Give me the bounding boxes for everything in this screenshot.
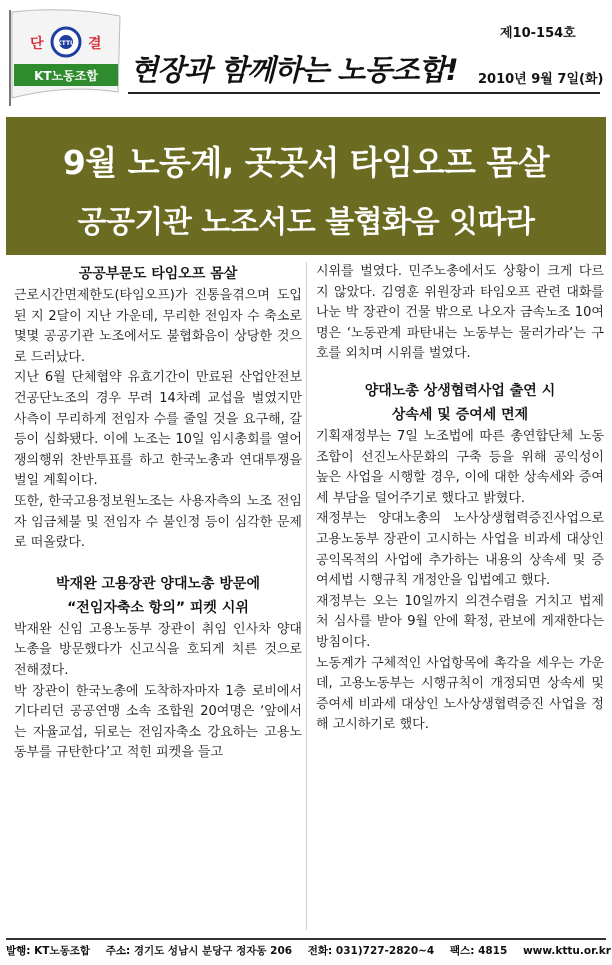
union-flag-logo [6, 6, 124, 106]
publisher: KT노동조합 [34, 945, 91, 957]
address: 경기도 성남시 분당구 정자동 206 [133, 945, 293, 957]
masthead [0, 0, 612, 112]
column-divider [306, 262, 307, 930]
paragraph: 또한, 한국고용정보원노조는 사용자측의 노조 전임자 임금체불 및 전임자 수 불인정 등이 심각한 문제로 떠올랐다. [14, 493, 302, 551]
paragraph: 박재완 신임 고용노동부 장관이 취임 인사차 양대노총을 방문했다가 신고식을 호되게 치른 것으로 전해졌다. [14, 621, 302, 678]
paragraph: 재정부는 양대노총의 노사상생협력증진사업으로 고용노동부 장관이 고시하는 사업을 비과세 대상인 공익목적의 사업에 추가하는 내용의 상속세 및 증여세법 시행규칙 개정안을 입법예고 했다. [316, 511, 604, 589]
section-title-tax-exemption-line1: 양대노총 상생협력사업 출연 시 [364, 382, 556, 399]
section-title-public-sector: 공공부문도 타임오프 몸살 [78, 266, 238, 282]
headline-banner [6, 117, 606, 255]
issue-date: 2010년 9월 7일(화) [478, 72, 604, 87]
flag-bar-text: KT노동조합 [34, 69, 98, 83]
flag-text-left: 단 [30, 36, 44, 52]
section-title-minister-visit-line1: 박재완 고용장관 양대노총 방문에 [56, 575, 260, 592]
phone-label: 전화: [307, 945, 333, 957]
website-link[interactable]: www.kttu.or.kr [522, 945, 611, 957]
section-title-minister-visit-line2: “전임자축소 항의” 피켓 시위 [67, 599, 249, 616]
paragraph: 박 장관이 한국노총에 도착하자마자 1층 로비에서 기다리던 공공연맹 소속 조합원 20여명은 ‘앞에서는 자율교섭, 뒤로는 전임자축소 강요하는 고용노동부를 규탄한다’고 적힌 피켓을 들고 [14, 683, 302, 761]
fax: 4815 [478, 945, 508, 957]
headline-sub: 공공기관 노조서도 불협화음 잇따라 [77, 205, 535, 240]
paragraph: 기획재정부는 7일 노조법에 따른 총연합단체 노동조합이 선진노사문화의 구축 등을 위해 공익성이 높은 사업을 시행할 경우, 이에 대한 상속세와 증여세 부담을 덜어주기로 했다고 밝혔다. [316, 428, 604, 506]
headline-main: 9월 노동계, 곳곳서 타임오프 몸살 [62, 143, 550, 182]
address-label: 주소: [105, 945, 131, 957]
phone: 031)727-2820~4 [335, 945, 435, 957]
publisher-label: 발행: [6, 945, 31, 957]
paragraph: 근로시간면제한도(타임오프)가 진통을겪으며 도입된 지 2달이 지난 가운데, 무리한 전임자 수 축소로 몇몇 공공기관 노조에서도 불협화음이 상당한 것으로 드러났다. [14, 288, 302, 365]
paragraph: 시위를 벌였다. 민주노총에서도 상황이 크게 다르지 않았다. 김영훈 위원장과 타임오프 관련 대화를 나눈 박 장관이 건물 밖으로 나오자 금속노조 10여명은 ‘노동관계 파탄내는 노동부는 물러가라’는 구호를 외치며 시위를 벌였다. [316, 264, 604, 362]
paragraph: 지난 6월 단체협약 유효기간이 만료된 산업안전보건공단노조의 경우 무려 14차례 교섭을 벌였지만 사측이 무리하게 전임자 수를 줄일 것을 요구해, 갈등이 심화됐다. 이에 노조는 10일 임시총회를 열어 쟁의행위 찬반투표를 하고 한국노총과 연대투쟁을 벌일 계획이다. [14, 370, 302, 489]
paragraph: 재정부는 오는 10일까지 의견수렴을 거치고 법제처 심사를 받아 9월 안에 확정, 관보에 게재한다는 방침이다. [316, 593, 604, 650]
flag-emblem-text: KTTU [57, 40, 75, 47]
right-column [316, 262, 604, 736]
footer [6, 938, 611, 964]
issue-number: 제10-154호 [500, 26, 576, 41]
slogan-underline [128, 92, 600, 94]
left-column [14, 262, 302, 764]
section-title-tax-exemption-line2: 상속세 및 증여세 면제 [391, 406, 529, 423]
flag-text-right: 결 [88, 36, 102, 52]
slogan: 현장과 함께하는 노동조합! [130, 53, 458, 87]
fax-label: 팩스: [449, 945, 475, 957]
paragraph: 노동계가 구체적인 사업항목에 촉각을 세우는 가운데, 고용노동부는 시행규칙이 개정되면 상속세 및 증여세 비과세 대상인 노사상생협력증진 사업을 정해 고시하기로 했다. [316, 655, 604, 733]
